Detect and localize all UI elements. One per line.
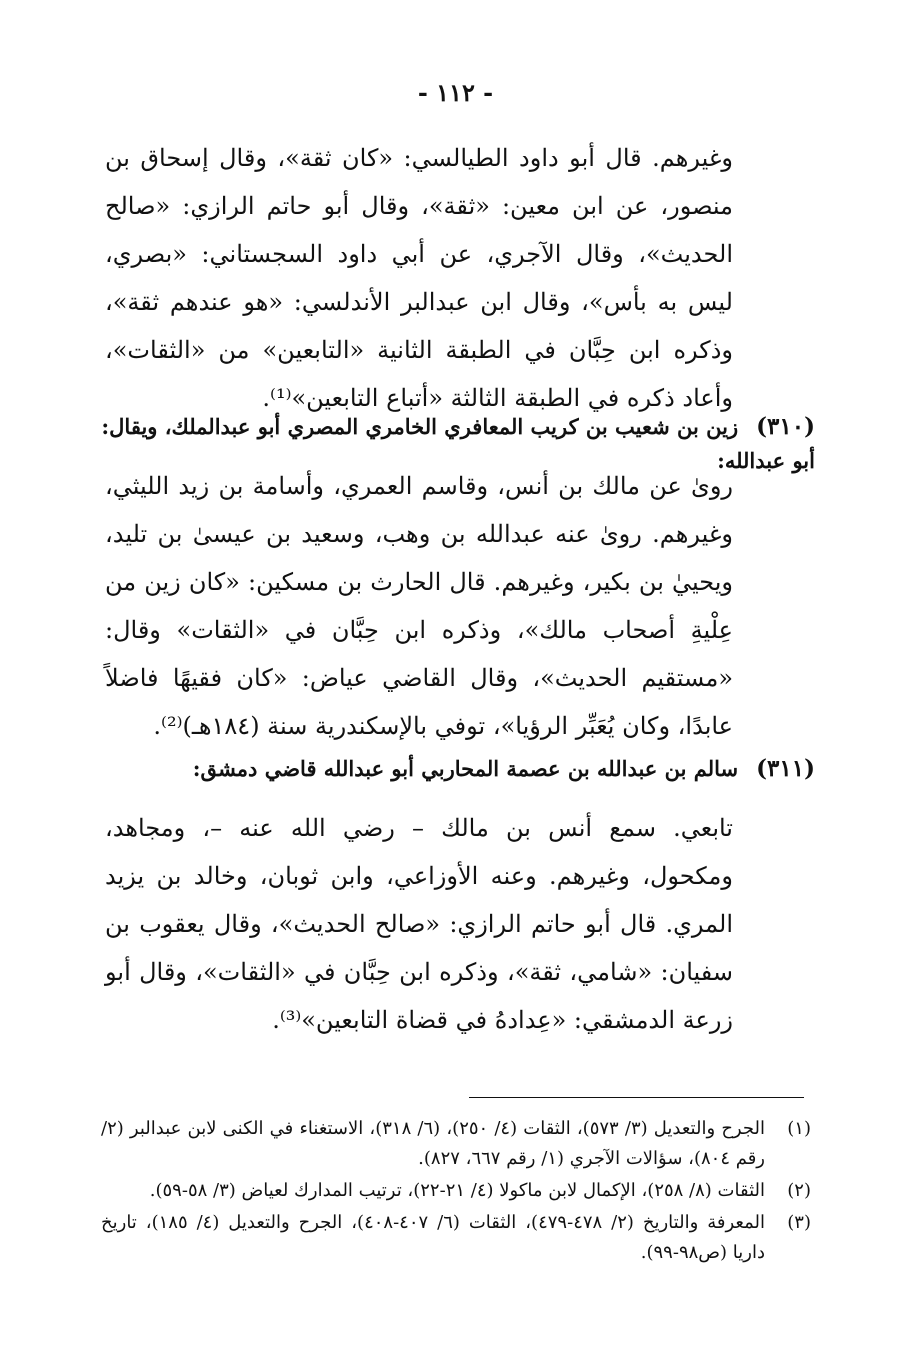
footnotes xyxy=(101,1114,811,1270)
footnote-number: (٣) xyxy=(787,1212,811,1233)
footnote-text: الجرح والتعديل (٣/ ٥٧٣)، الثقات (٤/ ٢٥٠)، (٦/ ٣١٨)، الاستغناء في الكنى لابن عبدالبر (٢/ رقم ٨٠٤)، سؤالات الآجري (١/ رقم ٦٦٧، ٨٢٧). xyxy=(101,1118,765,1169)
footnote-3 xyxy=(101,1208,811,1268)
entry-311-number: (٣١١) xyxy=(756,755,815,782)
footnote-text: الثقات (٨/ ٢٥٨)، الإكمال لابن ماكولا (٤/ ٢١-٢٢)، ترتيب المدارك لعياض (٣/ ٥٨-٥٩). xyxy=(149,1180,765,1201)
footnote-divider xyxy=(469,1097,804,1098)
entry-311-heading xyxy=(95,752,815,786)
entry-311-title: سالم بن عبدالله بن عصمة المحاربي أبو عبدالله قاضي دمشق: xyxy=(192,756,739,781)
entry-310-number: (٣١٠) xyxy=(756,413,815,440)
footnote-2 xyxy=(101,1176,811,1206)
footnote-number: (١) xyxy=(787,1118,811,1139)
entry-309-continuation: وغيرهم. قال أبو داود الطيالسي: «كان ثقة»، وقال إسحاق بن منصور، عن ابن معين: «ثقة»، وقال أبو حاتم الرازي: «صالح الحديث»، وقال الآجري، عن أبي داود السجستاني: «بصري، ليس به بأس»، وقال ابن عبدالبر الأندلسي: «هو عندهم ثقة»، وذكره ابن حِبَّان في الطبقة الثانية «التابعين» من «الثقات»، وأعاد ذكره في الطبقة الثالثة «أتباع التابعين»⁽¹⁾. xyxy=(105,144,733,412)
entry-310-body: روىٰ عن مالك بن أنس، وقاسم العمري، وأسامة بن زيد الليثي، وغيرهم. روىٰ عنه عبدالله بن وهب، وسعيد بن عيسىٰ بن تليد، ويحييٰ بن بكير، وغيرهم. قال الحارث بن مسكين: «كان زين من عِلْيةِ أصحاب مالك»، وذكره ابن حِبَّان في «الثقات» وقال: «مستقيم الحديث»، وقال القاضي عياض: «كان فقيهًا فاضلاً عابدًا، وكان يُعَبِّر الرؤيا»، توفي بالإسكندرية سنة (١٨٤هـ)⁽²⁾. xyxy=(105,472,733,740)
entry-310-title: زين بن شعيب بن كريب المعافري الخامري المصري أبو عبدالملك، ويقال: أبو عبدالله: xyxy=(101,414,815,473)
footnote-1 xyxy=(101,1114,811,1174)
footnote-number: (٢) xyxy=(787,1180,811,1201)
footnote-text: المعرفة والتاريخ (٢/ ٤٧٨-٤٧٩)، الثقات (٦/ ٤٠٧-٤٠٨)، الجرح والتعديل (٤/ ١٨٥)، تاريخ داريا (ص٩٨-٩٩). xyxy=(101,1212,765,1263)
entry-311-body: تابعي. سمع أنس بن مالك – رضي الله عنه –، ومجاهد، ومكحول، وغيرهم. وعنه الأوزاعي، وابن ثوبان، وخالد بن يزيد المري. قال أبو حاتم الرازي: «صالح الحديث»، وقال يعقوب بن سفيان: «شامي، ثقة»، وذكره ابن حِبَّان في «الثقات»، وقال أبو زرعة الدمشقي: «عِدادهُ في قضاة التابعين»⁽³⁾. xyxy=(105,814,733,1034)
page-number: - ١١٢ - xyxy=(417,78,494,107)
